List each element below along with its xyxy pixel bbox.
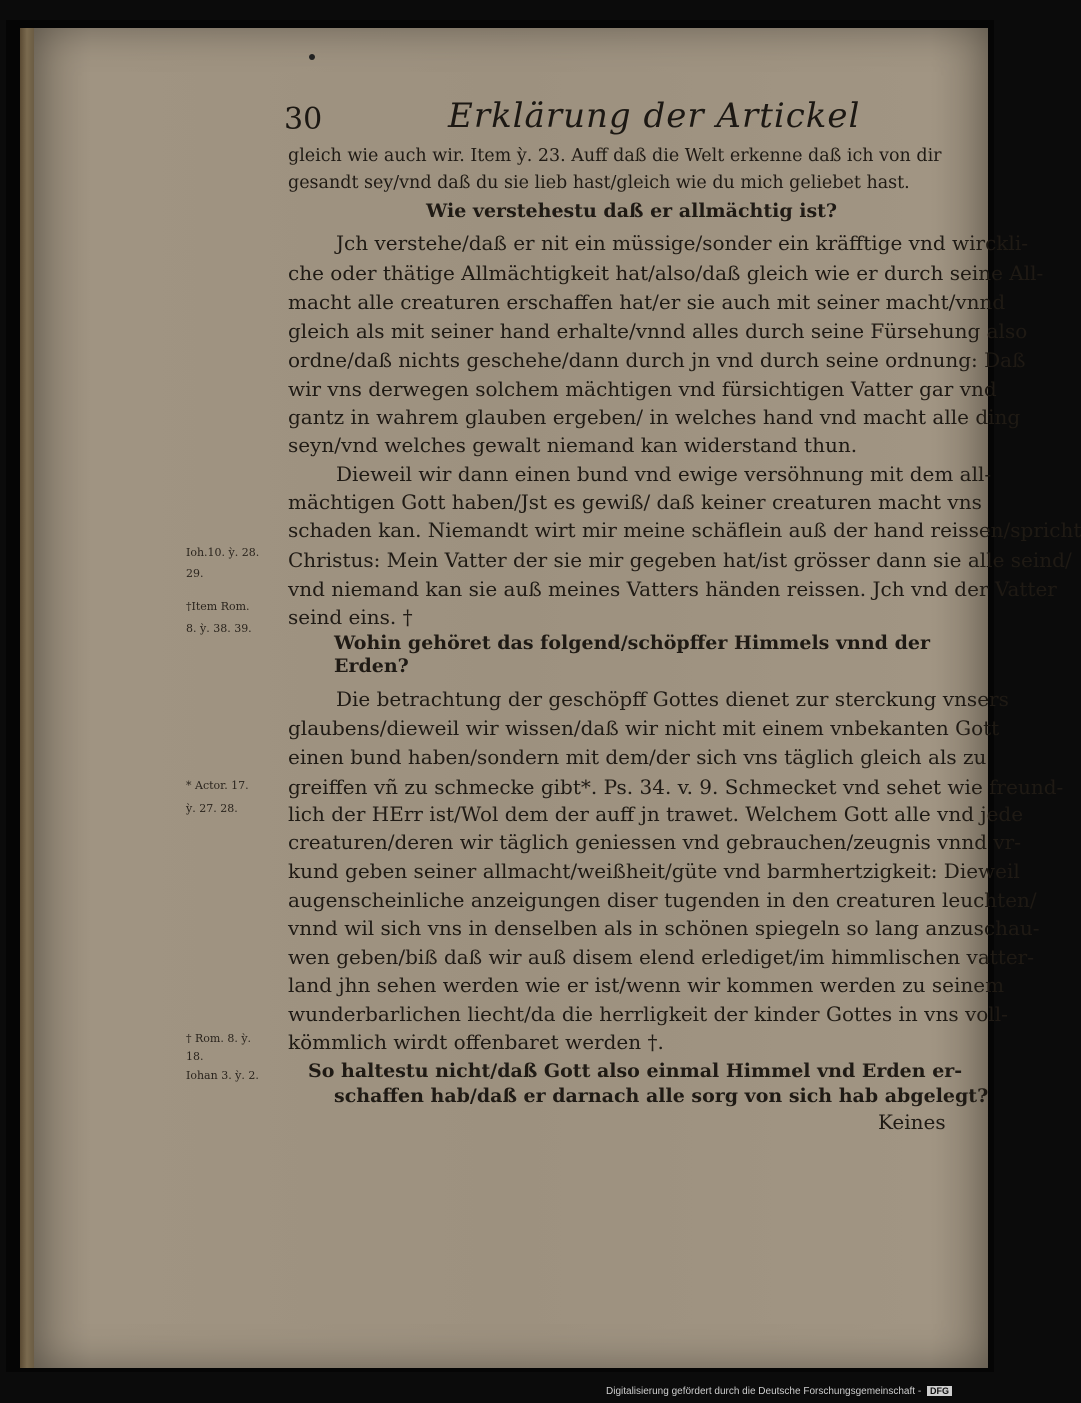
text-line: kömmlich wirdt offenbaret werden †. bbox=[288, 1030, 664, 1054]
margin-note: † Rom. 8. ỳ. bbox=[186, 1032, 252, 1045]
text-line: glaubens/dieweil wir wissen/daß wir nicht mit einem vnbekanten Gott bbox=[288, 716, 1000, 740]
text-line: creaturen/deren wir täglich geniessen vnd gebrauchen/zeugnis vnnd vr- bbox=[288, 830, 1021, 854]
text-line: wunderbarlichen liecht/da die herrligkeit der kinder Gottes in vns voll- bbox=[288, 1002, 1008, 1026]
text-line: mächtigen Gott haben/Jst es gewiß/ daß keiner creaturen macht vns bbox=[288, 490, 982, 514]
text-line: augenscheinliche anzeigungen diser tugenden in den creaturen leuchten/ bbox=[288, 888, 1037, 912]
text-line: vnd niemand kan sie auß meines Vatters händen reissen. Jch vnd der Vatter bbox=[288, 577, 1057, 601]
margin-note: ỳ. 27. 28. bbox=[186, 802, 238, 815]
text-line: macht alle creaturen erschaffen hat/er sie auch mit seiner macht/vnnd bbox=[288, 290, 1006, 314]
footer-text: Digitalisierung gefördert durch die Deutsche Forschungsgemeinschaft - bbox=[606, 1386, 922, 1397]
text-line: Jch verstehe/daß er nit ein müssige/sonder ein kräfftige vnd wirckli- bbox=[336, 231, 1028, 255]
question-heading: Wohin gehöret das folgend/schöpffer Himmels vnnd der bbox=[334, 632, 930, 654]
book-edge bbox=[20, 28, 34, 1368]
page-number: 30 bbox=[284, 102, 323, 137]
text-line: gleich als mit seiner hand erhalte/vnnd alles durch seine Fürsehung also bbox=[288, 319, 1028, 343]
question-heading: Wie verstehestu daß er allmächtig ist? bbox=[426, 200, 838, 222]
margin-note: †Item Rom. bbox=[186, 600, 250, 613]
running-head: Erklärung der Artickel bbox=[448, 96, 861, 136]
text-line: vnnd wil sich vns in denselben als in schönen spiegeln so lang anzuschau- bbox=[288, 916, 1040, 940]
footer-credit bbox=[606, 1386, 952, 1397]
text-line: Die betrachtung der geschöpff Gottes dienet zur sterckung vnsers bbox=[336, 687, 1009, 711]
catchword: Keines bbox=[878, 1110, 946, 1134]
text-line: Dieweil wir dann einen bund vnd ewige versöhnung mit dem all- bbox=[336, 462, 992, 486]
margin-note: Iohan 3. ỳ. 2. bbox=[186, 1069, 259, 1082]
text-line: greiffen vñ zu schmecke gibt*. Ps. 34. v. 9. Schmecket vnd sehet wie freund- bbox=[288, 775, 1064, 799]
margin-note: 8. ỳ. 38. 39. bbox=[186, 622, 252, 635]
text-line: kund geben seiner allmacht/weißheit/güte vnd barmhertzigkeit: Dieweil bbox=[288, 859, 1020, 883]
text-line: ordne/daß nichts geschehe/dann durch jn vnd durch seine ordnung: Daß bbox=[288, 348, 1026, 372]
text-line: seyn/vnd welches gewalt niemand kan widerstand thun. bbox=[288, 433, 858, 457]
margin-note: 18. bbox=[186, 1050, 204, 1063]
text-line: schaden kan. Niemandt wirt mir meine schäflein auß der hand reissen/spricht bbox=[288, 518, 1081, 542]
margin-note: 29. bbox=[186, 567, 204, 580]
question-heading: So haltestu nicht/daß Gott also einmal Himmel vnd Erden er- bbox=[308, 1060, 963, 1082]
ink-dot bbox=[309, 54, 315, 60]
text-line: land jhn sehen werden wie er ist/wenn wir kommen werden zu seinem bbox=[288, 973, 1005, 997]
dfg-logo: DFG bbox=[927, 1386, 952, 1396]
text-line: lich der HErr ist/Wol dem der auff jn trawet. Welchem Gott alle vnd jede bbox=[288, 802, 1024, 826]
text-line: wir vns derwegen solchem mächtigen vnd fürsichtigen Vatter gar vnd bbox=[288, 377, 997, 401]
question-heading: Erden? bbox=[334, 655, 409, 677]
text-line: che oder thätige Allmächtigkeit hat/also/daß gleich wie er durch seine All- bbox=[288, 261, 1044, 285]
text-line: Christus: Mein Vatter der sie mir gegeben hat/ist grösser dann sie alle seind/ bbox=[288, 548, 1072, 572]
margin-note: * Actor. 17. bbox=[186, 779, 249, 792]
text-line: gantz in wahrem glauben ergeben/ in welches hand vnd macht alle ding bbox=[288, 405, 1021, 429]
question-heading: schaffen hab/daß er darnach alle sorg von sich hab abgelegt? bbox=[334, 1085, 989, 1107]
text-line: gleich wie auch wir. Item ỳ. 23. Auff daß die Welt erkenne daß ich von dir bbox=[288, 146, 942, 166]
text-line: gesandt sey/vnd daß du sie lieb hast/gleich wie du mich geliebet hast. bbox=[288, 173, 910, 193]
text-line: wen geben/biß daß wir auß disem elend erlediget/im himmlischen vatter- bbox=[288, 945, 1034, 969]
margin-note: Ioh.10. ỳ. 28. bbox=[186, 546, 260, 559]
text-line: seind eins. † bbox=[288, 605, 413, 629]
text-line: einen bund haben/sondern mit dem/der sich vns täglich gleich als zu bbox=[288, 745, 987, 769]
